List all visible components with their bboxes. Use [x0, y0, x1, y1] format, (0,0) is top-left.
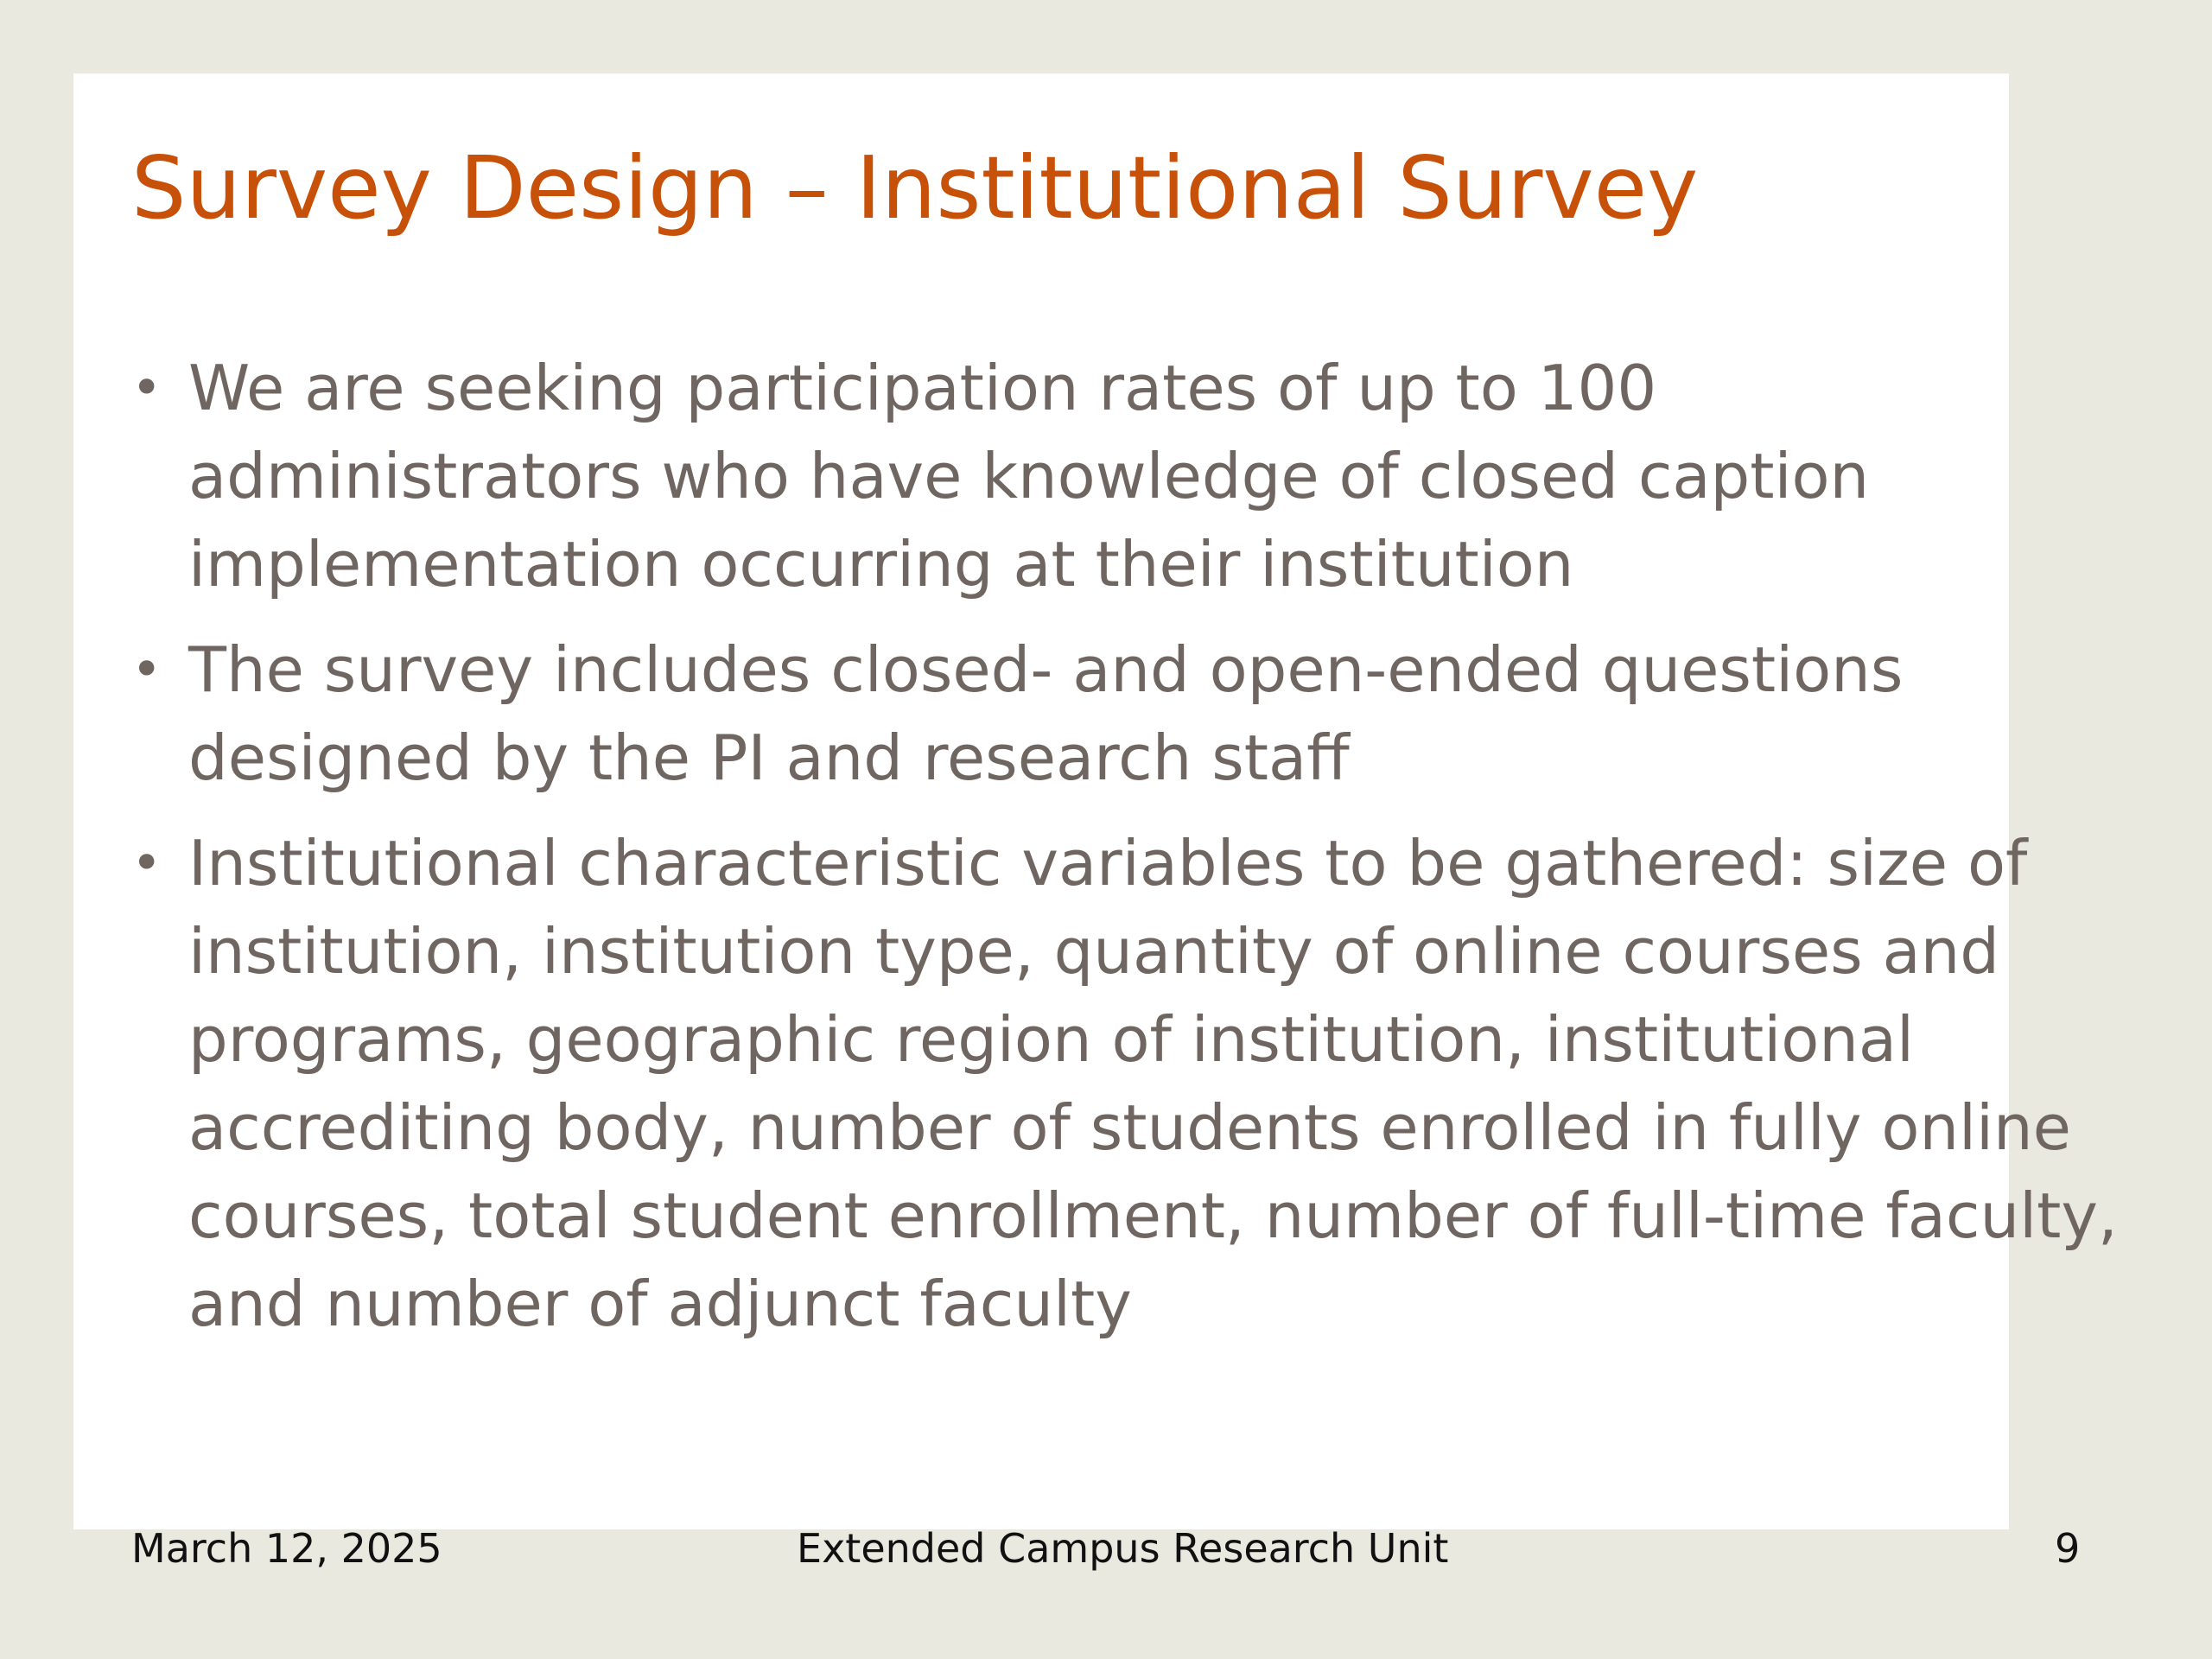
- bullet-item-questions: [131, 626, 2119, 802]
- bullet-text: The survey includes closed- and open-ended questions designed by the PI and research staff: [188, 633, 1904, 794]
- bullet-dot-icon: •: [131, 358, 162, 418]
- bullet-item-participation: [131, 344, 2119, 608]
- bullet-dot-icon: •: [131, 833, 162, 893]
- footer-page-number: 9: [2055, 1525, 2081, 1572]
- slide-title: Survey Design – Institutional Survey: [131, 137, 1699, 238]
- bullet-item-variables: [131, 819, 2119, 1348]
- footer-date: March 12, 2025: [131, 1525, 442, 1572]
- bullet-text: We are seeking participation rates of up to 100 administrators who have knowledge of closed caption implementation occurring at their institution: [188, 352, 1870, 601]
- bullet-list: [131, 344, 2119, 1365]
- bullet-dot-icon: •: [131, 639, 162, 700]
- footer-organization: Extended Campus Research Unit: [797, 1525, 1449, 1572]
- bullet-text: Institutional characteristic variables to be gathered: size of institution, institution type, quantity of online courses and programs, geographic region of institution, institutional accrediting body, number of students enrolled in fully online courses, total student enrollment, number of full-time faculty, and number of adjunct faculty: [188, 827, 2118, 1340]
